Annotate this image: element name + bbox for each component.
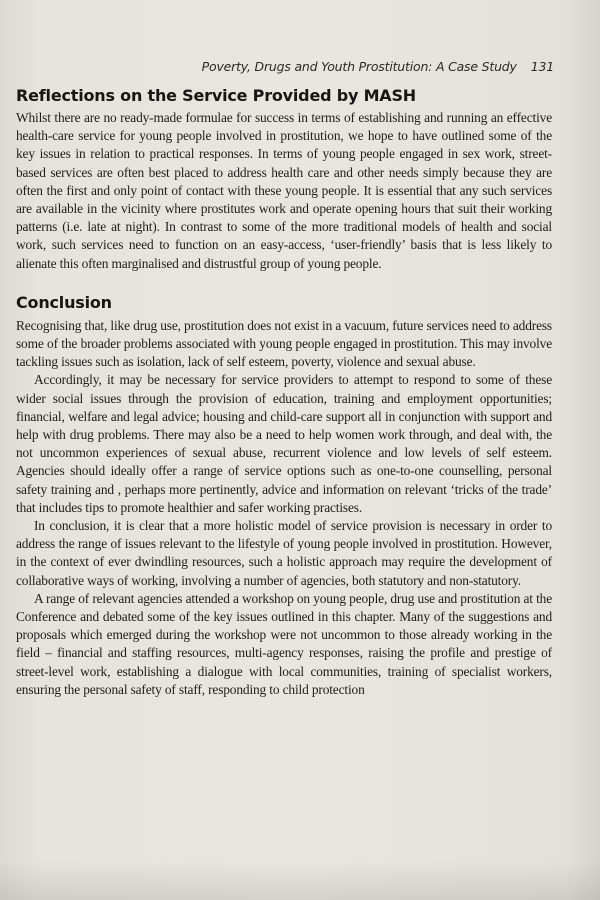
conclusion-paragraph-4: A range of relevant agencies attended a workshop on young people, drug use and prostitution at the Conference and debated some of the key issues outlined in this chapter. Many of the suggestions and proposals which emerged during the workshop were not uncommon to those already working in the field – financial and staffing resources, multi-agency responses, raising the profile and prestige of street-level work, establishing a dialogue with local communities, training of specialist workers, ensuring the personal safety of staff, responding to child protection [16, 590, 552, 697]
reflections-heading: Reflections on the Service Provided by MASH [16, 86, 416, 105]
page-number: 131 [530, 59, 554, 74]
running-head-title: Poverty, Drugs and Youth Prostitution: A Case Study [201, 59, 517, 74]
conclusion-paragraph-1: Recognising that, like drug use, prostitution does not exist in a vacuum, future services need to address some of the broader problems associated with young people engaged in prostitution. This may involve tackling issues such as isolation, lack of self esteem, poverty, violence and sexual abuse. [16, 317, 552, 370]
conclusion-paragraph-3: In conclusion, it is clear that a more holistic model of service provision is necessary in order to address the range of issues relevant to the lifestyle of young people involved in prostitution. However, in the context of ever dwindling resources, such a holistic approach may require the development of collaborative ways of working, involving a number of agencies, both statutory and non-statutory. [16, 518, 552, 588]
conclusion-paragraph-2: Accordingly, it may be necessary for service providers to attempt to respond to some of these wider social issues through the provision of education, training and employment opportunities; financial, welfare and legal advice; housing and child-care support all in conjunction with support and help with drug problems. There may also be a need to help women work through, and deal with, the not uncommon experiences of sexual abuse, recurrent violence and low levels of self esteem. Agencies should ideally offer a range of service options such as one-to-one counselling, personal safety training and , perhaps more pertinently, advice and information on relevant ‘tricks of the trade’ that includes tips to promote healthier and safer working practises. [16, 372, 552, 515]
conclusion-heading: Conclusion [16, 292, 112, 312]
running-head [202, 59, 554, 74]
page-body [16, 86, 552, 699]
reflections-paragraph: Whilst there are no ready-made formulae for success in terms of establishing and running an effective health-care service for young people involved in prostitution, we hope to have outlined some of the key issues in relation to practical responses. In terms of young people engaged in sex work, street-based services are often best placed to address health care and other needs simply because they are often the first and only point of contact with these young people. It is essential that any such services are available in the vicinity where prostitutes work and operate opening hours that suit their working patterns (i.e. late at night). In contrast to some of the more traditional models of health and social work, such services need to function on an easy-access, ‘user-friendly’ basis that is less likely to alienate this often marginalised and distrustful group of young people. [16, 110, 552, 271]
